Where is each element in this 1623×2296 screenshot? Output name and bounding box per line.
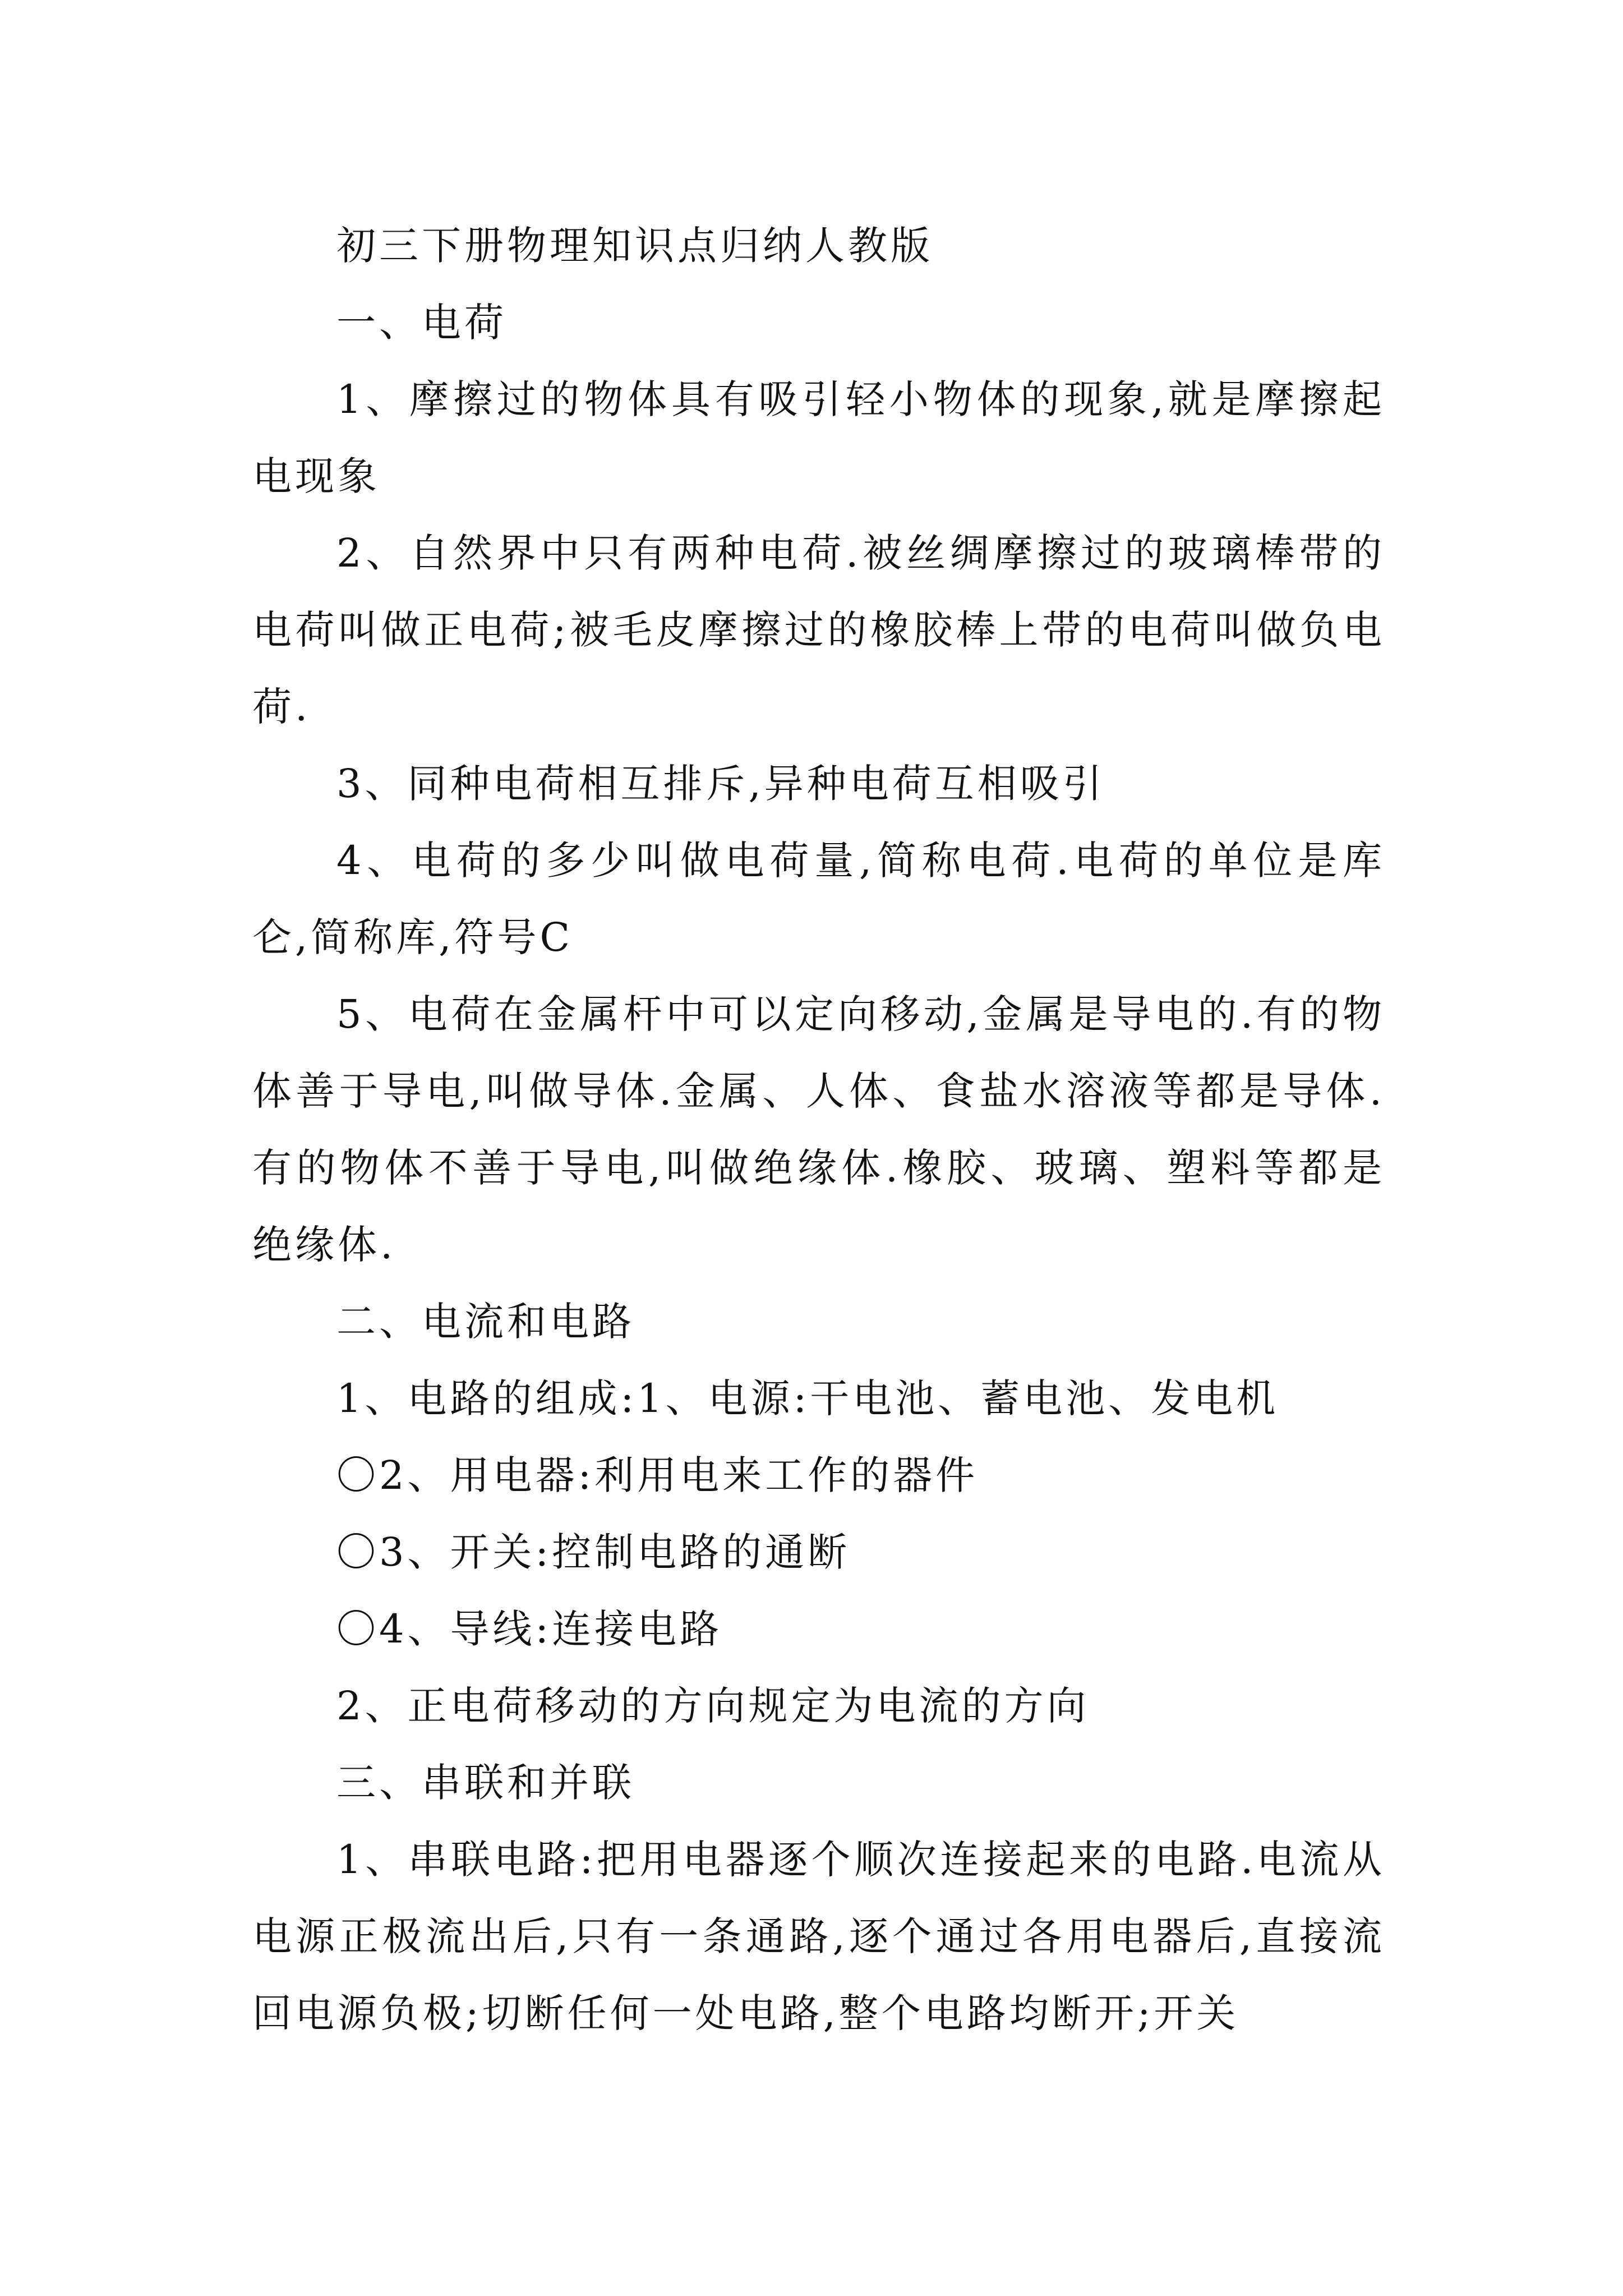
paragraph: 1、摩擦过的物体具有吸引轻小物体的现象,就是摩擦起电现象: [252, 376, 1385, 499]
paragraph: 〇2、用电器:利用电来工作的器件: [336, 1452, 979, 1498]
paragraph: 1、电路的组成:1、电源:干电池、蓄电池、发电机: [336, 1375, 1279, 1421]
paragraph: 〇4、导线:连接电路: [336, 1606, 723, 1652]
document-title: 初三下册物理知识点归纳人教版: [336, 223, 933, 269]
paragraph: 5、电荷在金属杆中可以定向移动,金属是导电的.有的物体善于导电,叫做导体.金属、人体、食盐水溶液等都是导体.有的物体不善于导电,叫做绝缘体.橡胶、玻璃、塑料等都是绝缘体.: [252, 991, 1385, 1268]
section-heading-charge: 一、电荷: [336, 300, 507, 346]
paragraph: 3、同种电荷相互排斥,异种电荷互相吸引: [336, 761, 1105, 807]
section-heading-series-parallel: 三、串联和并联: [336, 1760, 635, 1806]
paragraph: 2、自然界中只有两种电荷.被丝绸摩擦过的玻璃棒带的电荷叫做正电荷;被毛皮摩擦过的橡胶棒上带的电荷叫做负电荷.: [252, 530, 1385, 730]
paragraph: 4、电荷的多少叫做电荷量,简称电荷.电荷的单位是库仑,简称库,符号C: [252, 838, 1385, 960]
paragraph: 2、正电荷移动的方向规定为电流的方向: [336, 1683, 1090, 1729]
paragraph: 1、串联电路:把用电器逐个顺次连接起来的电路.电流从电源正极流出后,只有一条通路,逐个通过各用电器后,直接流回电源负极;切断任何一处电路,整个电路均断开;开关: [252, 1837, 1385, 2036]
document-body: [252, 208, 1385, 2052]
paragraph: 〇3、开关:控制电路的通断: [336, 1529, 851, 1575]
section-heading-current-circuit: 二、电流和电路: [336, 1299, 635, 1345]
